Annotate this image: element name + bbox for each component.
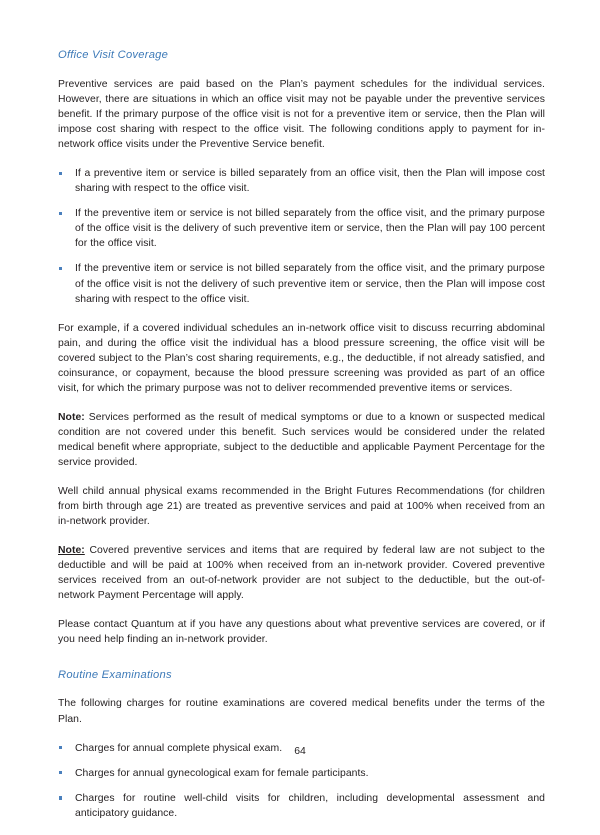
note-text: Covered preventive services and items that are required by federal law are not subject to the deductible and will be paid at 100% when received from an in-network provider. Covered preventive services received from an out-of-network provider are not subject to the deductible, but the out-of-network Payment Percentage will apply. xyxy=(58,545,545,602)
list-item xyxy=(58,206,545,251)
paragraph-note-medical-symptoms xyxy=(58,410,545,470)
section-heading-routine-examinations: Routine Examinations xyxy=(58,669,172,682)
square-bullet-icon xyxy=(59,771,62,774)
paragraph-routine-examinations-intro: The following charges for routine examinations are covered medical benefits under the terms of the Plan. xyxy=(58,698,545,725)
list-item-text: If the preventive item or service is not billed separately from the office visit, and the primary purpose of the office visit is not the delivery of such preventive item or service, then the Plan will impose cost sharing with respect to the office visit. xyxy=(75,263,545,305)
note-label: Note: xyxy=(58,411,85,423)
square-bullet-icon xyxy=(59,172,62,175)
paragraph-example-office-visit: For example, if a covered individual schedules an in-network office visit to discuss recurring abdominal pain, and during the office visit the individual has a blood pressure screening, the office visit will be covered subject to the Plan’s cost sharing requirements, e.g., the deductible, if not already satisfied, and coinsurance, or copayment, because the blood pressure screening was provided as part of an office visit, for which the primary purpose was not to deliver recommended preventive items or services. xyxy=(58,322,545,394)
page-number: 64 xyxy=(294,746,306,757)
list-item xyxy=(58,791,545,821)
note-text: Services performed as the result of medical symptoms or due to a known or suspected medical condition are not covered under this benefit. Such services would be considered under the related medical benefit where appropriate, subject to the deductible and applicable Payment Percentage for the service provided. xyxy=(58,411,545,468)
square-bullet-icon xyxy=(59,267,62,270)
list-item-text: Charges for annual gynecological exam for female participants. xyxy=(75,767,369,779)
square-bullet-icon xyxy=(59,796,62,799)
list-item-text: If a preventive item or service is billed separately from an office visit, then the Plan will impose cost sharing with respect to the office visit. xyxy=(75,168,545,195)
paragraph-well-child-exams: Well child annual physical exams recommended in the Bright Futures Recommendations (for children from birth through age 21) are treated as preventive services and paid at 100% when received from an in-network provider. xyxy=(58,486,545,528)
list-item-text: If the preventive item or service is not billed separately from the office visit, and the primary purpose of the office visit is the delivery of such preventive item or service, then the Plan will pay 100 percent for the office visit. xyxy=(75,208,545,250)
list-item-text: Charges for routine well-child visits for children, including developmental assessment and anticipatory guidance. xyxy=(75,792,545,819)
list-item xyxy=(58,766,545,781)
note-label-underlined: Note: xyxy=(58,545,85,557)
page-content xyxy=(58,48,545,835)
office-visit-conditions-list xyxy=(58,166,545,306)
list-item xyxy=(58,261,545,306)
section-heading-office-visit-coverage: Office Visit Coverage xyxy=(58,49,169,61)
square-bullet-icon xyxy=(59,212,62,215)
paragraph-contact-quantum: Please contact Quantum at if you have any questions about what preventive services are covered, or if you need help finding an in-network provider. xyxy=(58,619,545,646)
paragraph-note-federal-law xyxy=(58,543,545,603)
list-item-text: Charges for annual complete physical exam. xyxy=(75,742,283,754)
paragraph-preventive-services-intro: Preventive services are paid based on the Plan’s payment schedules for the individual services. However, there are situations in which an office visit may not be payable under the preventive services benefit. If the primary purpose of the office visit is not for a preventive item or service, then the Plan will impose cost sharing with respect to the office visit. The following conditions apply to payment for in-network office visits under the Preventive Service benefit. xyxy=(58,79,545,151)
list-item xyxy=(58,166,545,196)
